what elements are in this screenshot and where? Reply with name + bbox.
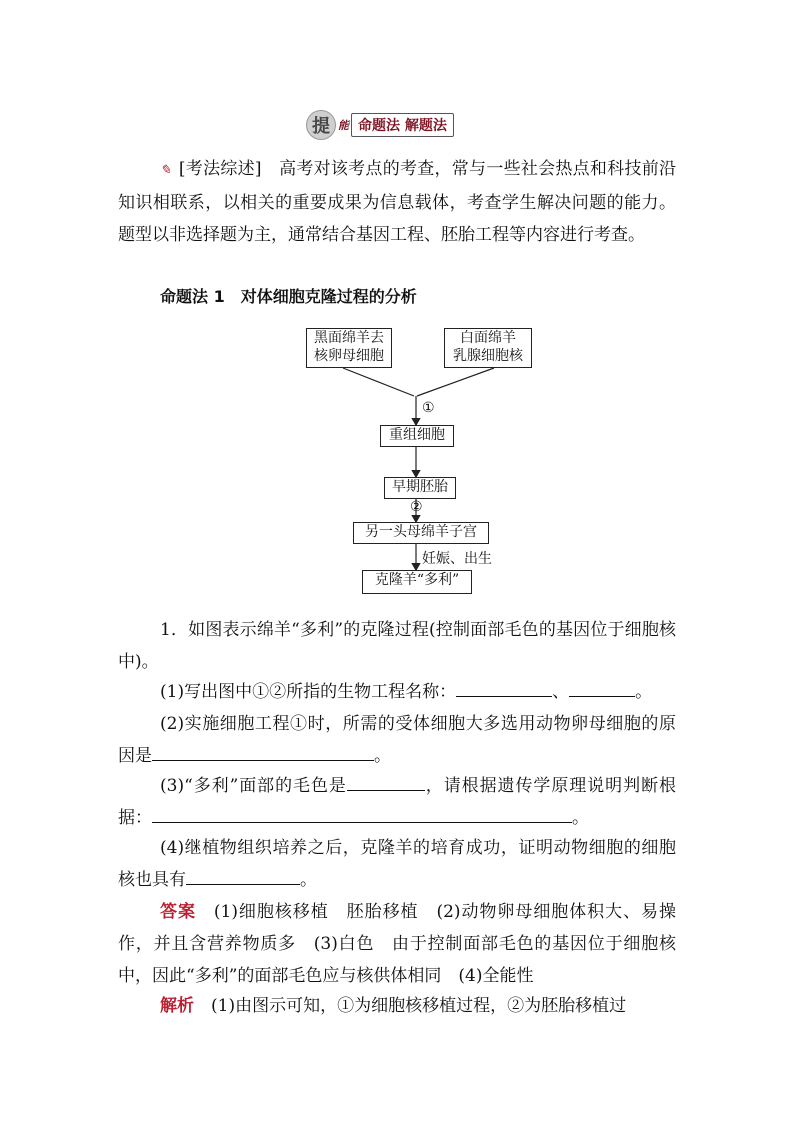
intro-paragraph xyxy=(118,153,676,251)
section-banner xyxy=(306,110,454,140)
merge-line-right xyxy=(417,368,494,396)
answer-blank-1a[interactable] xyxy=(456,676,552,697)
banner-seal: 提 xyxy=(306,110,336,140)
box-recombined-cell: 重组细胞 xyxy=(380,425,454,447)
merge-line-left xyxy=(343,368,414,396)
analysis-label: 解析 xyxy=(160,996,194,1016)
banner-label: 命题法 解题法 xyxy=(351,113,454,137)
answer-text: (1)细胞核移植 胚胎移植 (2)动物卵母细胞体积大、易操作，并且含营养物质多 (3)白色 由于控制面部毛色的基因位于细胞核中，因此“多利”的面部毛色应与核供体相同 (4)全能性 xyxy=(118,902,677,986)
answer-blank-4[interactable] xyxy=(186,864,300,885)
box-early-embryo: 早期胚胎 xyxy=(384,477,456,499)
answer-paragraph xyxy=(118,896,676,992)
answer-blank-3a[interactable] xyxy=(347,770,425,791)
box-surrogate-uterus: 另一头母绵羊子宫 xyxy=(353,522,489,544)
box-donor-egg: 黑面绵羊去 核卵母细胞 xyxy=(306,328,392,368)
intro-text: 高考对该考点的考查，常与一些社会热点和科技前沿知识相联系，以相关的重要成果为信息载体，考查学生解决问题的能力。题型以非选择题为主，通常结合基因工程、胚胎工程等内容进行考查。 xyxy=(118,159,677,245)
banner-tag: 能 xyxy=(338,119,349,132)
step-2-label: ② xyxy=(410,499,423,515)
analysis-text: (1)由图示可知，①为细胞核移植过程，②为胚胎移植过 xyxy=(211,996,627,1016)
box-clone-dolly: 克隆羊“多利” xyxy=(362,570,472,594)
method-heading: 命题法 1 对体细胞克隆过程的分析 xyxy=(160,287,417,306)
step-3-label: 妊娠、出生 xyxy=(422,551,492,567)
question-2: (2)实施细胞工程①时，所需的受体细胞大多选用动物卵母细胞的原因是 。 xyxy=(118,714,676,766)
step-1-label: ① xyxy=(422,400,435,416)
question-3: (3)“多利”面部的毛色是 ，请根据遗传学原理说明判断根据： 。 xyxy=(118,770,676,834)
question-stem: 1．如图表示绵羊“多利”的克隆过程(控制面部毛色的基因位于细胞核中)。 xyxy=(118,620,676,672)
answer-blank-3b[interactable] xyxy=(152,802,572,823)
question-4: (4)继植物组织培养之后，克隆羊的培育成功，证明动物细胞的细胞核也具有 。 xyxy=(118,838,676,890)
answer-blank-2[interactable] xyxy=(152,740,374,761)
intro-title: [考法综述] xyxy=(178,159,262,179)
analysis-paragraph xyxy=(118,990,676,1022)
box-donor-nucleus: 白面绵羊 乳腺细胞核 xyxy=(444,328,532,368)
question-1: (1)写出图中①②所指的生物工程名称： 、 。 xyxy=(118,676,676,708)
answer-label: 答案 xyxy=(160,902,196,922)
answer-blank-1b[interactable] xyxy=(569,676,635,697)
pen-icon: ✎ xyxy=(160,163,171,178)
cloning-diagram xyxy=(296,322,546,602)
